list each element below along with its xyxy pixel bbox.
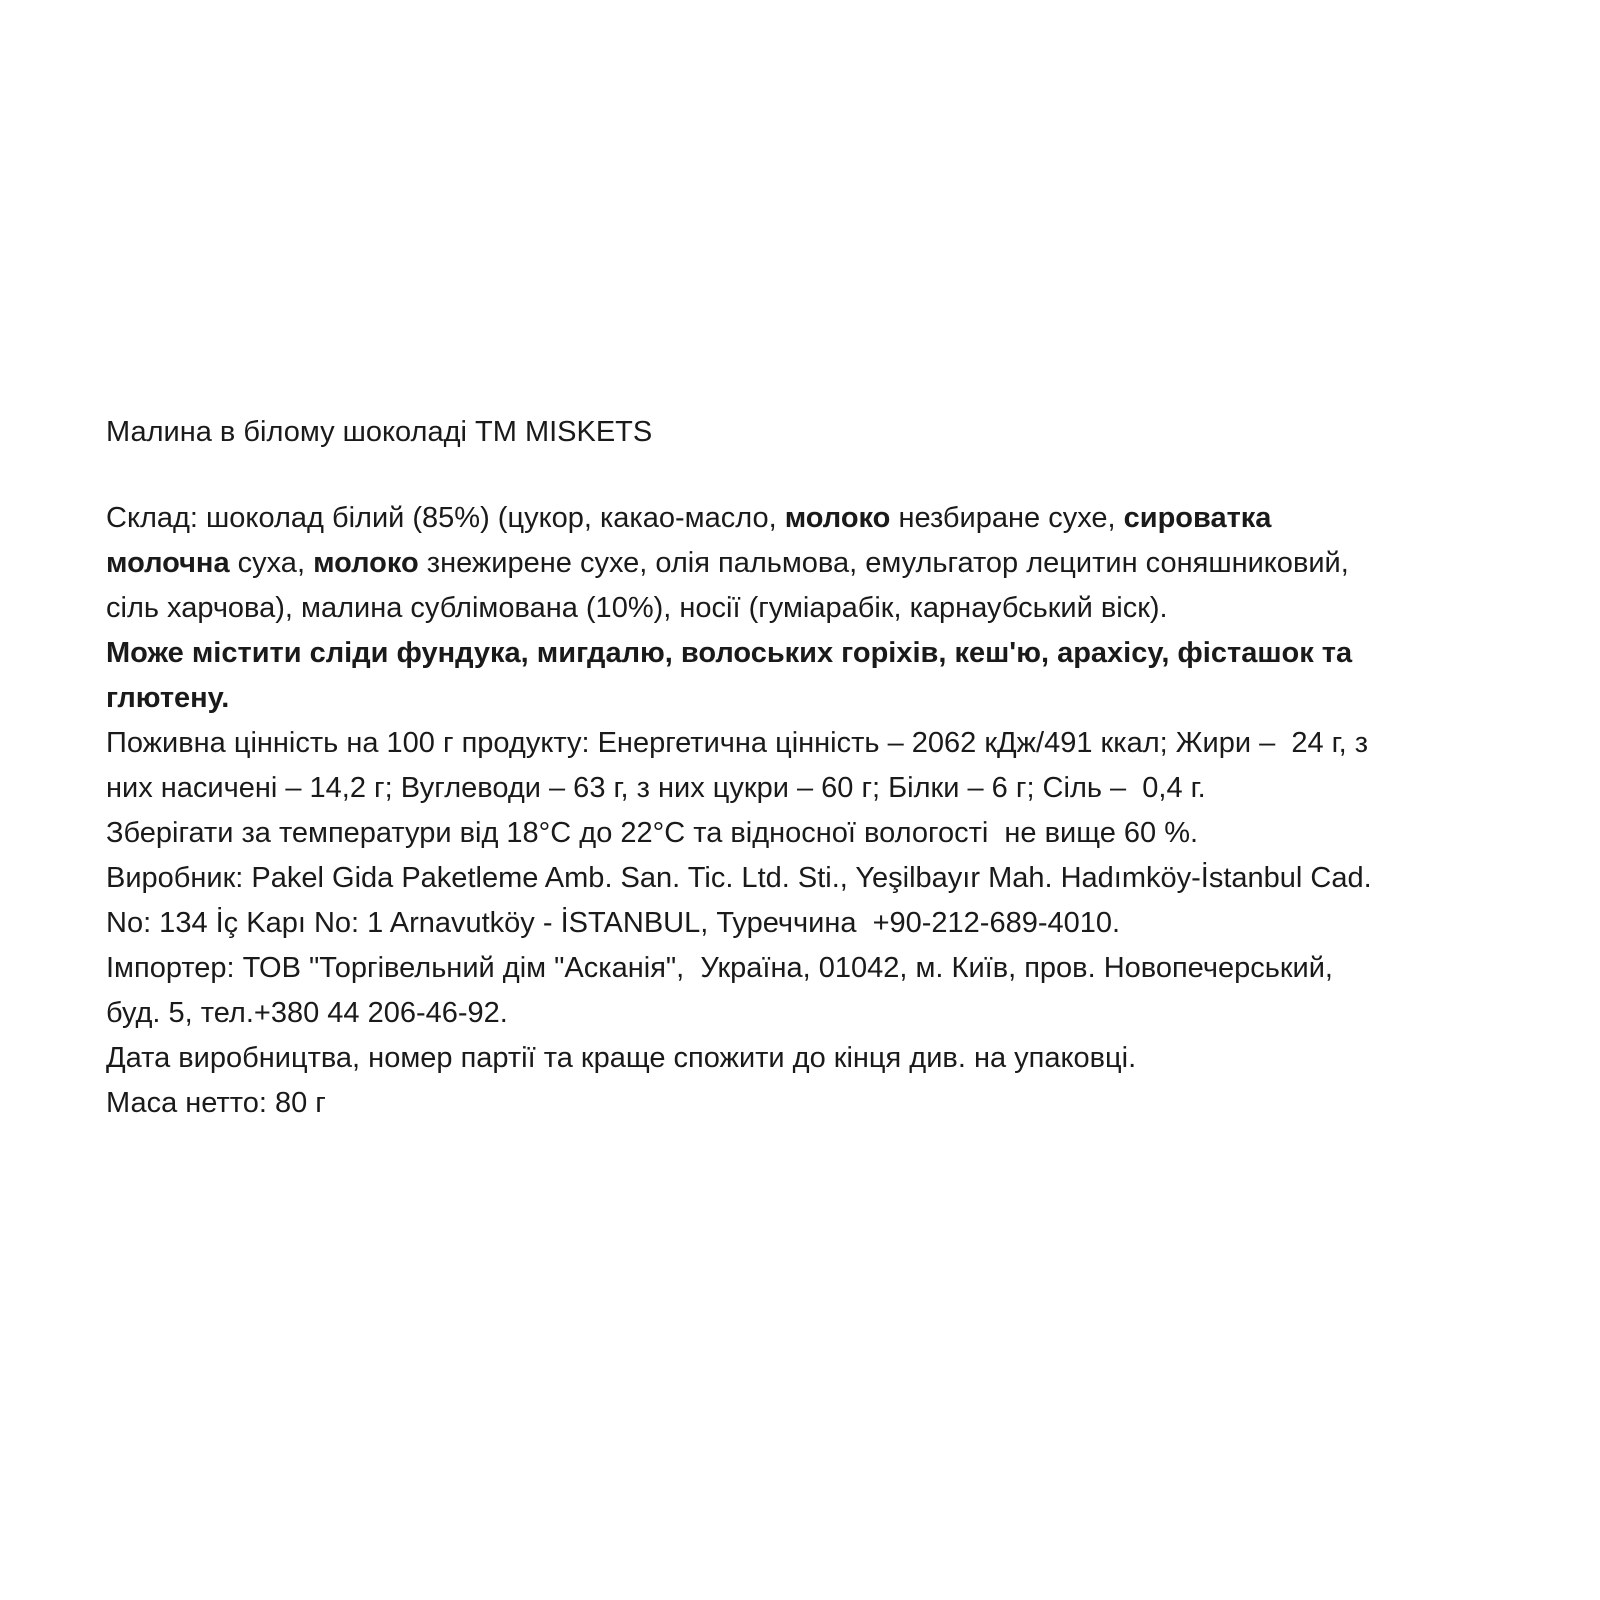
text-run: незбиране сухе, — [890, 502, 1124, 534]
production-date-line — [106, 1036, 1560, 1081]
text-run: Поживна цінність на 100 г продукту: Енергетична цінність – 2062 кДж/491 ккал; Жири – 24 г, з — [106, 727, 1369, 759]
importer-line-1 — [106, 946, 1560, 991]
producer-line-1 — [106, 856, 1560, 901]
text-run: Маса нетто: 80 г — [106, 1087, 326, 1119]
importer-line-2 — [106, 991, 1560, 1036]
text-run: Дата виробництва, номер партії та краще спожити до кінця див. на упаковці. — [106, 1042, 1137, 1074]
text-run: них насичені – 14,2 г; Вуглеводи – 63 г, з них цукри – 60 г; Білки – 6 г; Сіль – 0,4 г. — [106, 772, 1206, 804]
composition-line-3 — [106, 586, 1560, 631]
text-run: No: 134 İç Kapı No: 1 Arnavutköy - İSTANBUL, Туреччина +90-212-689-4010. — [106, 907, 1121, 939]
text-run: суха, — [229, 547, 314, 579]
composition-line-2 — [106, 541, 1560, 586]
bold-text-run: молоко — [313, 547, 419, 579]
text-run: Виробник: Pakel Gida Paketleme Amb. San. Tic. Ltd. Sti., Yeşilbayır Mah. Hadımköy-İstanbul Cad. — [106, 862, 1372, 894]
allergen-warning-line-2 — [106, 676, 1560, 721]
bold-text-run: молоко — [784, 502, 891, 534]
bold-text-run: молочна — [106, 547, 230, 579]
product-label-text — [106, 410, 1560, 1126]
producer-line-2 — [106, 901, 1560, 946]
text-run: Імпортер: ТОВ "Торгівельний дім "Асканія", Україна, 01042, м. Київ, пров. Новопечерський, — [106, 952, 1333, 984]
bold-text-run: Може містити сліди фундука, мигдалю, волоських горіхів, кеш'ю, арахісу, фісташок та — [106, 637, 1353, 669]
blank-line — [106, 455, 1560, 496]
net-weight-line — [106, 1081, 1560, 1126]
bold-text-run: сироватка — [1123, 502, 1272, 534]
nutrition-line-1 — [106, 721, 1560, 766]
text-run: Зберігати за температури від 18°С до 22°С та відносної вологості не вище 60 %. — [106, 817, 1199, 849]
allergen-warning-line-1 — [106, 631, 1560, 676]
text-run: буд. 5, тел.+380 44 206-46-92. — [106, 997, 508, 1029]
text-run: знежирене сухе, олія пальмова, емульгатор лецитин соняшниковий, — [418, 547, 1349, 579]
bold-text-run: глютену. — [106, 682, 230, 714]
nutrition-line-2 — [106, 766, 1560, 811]
product-title — [106, 410, 1560, 455]
text-run: Склад: шоколад білий (85%) (цукор, какао-масло, — [106, 502, 785, 534]
text-run: сіль харчова), малина сублімована (10%), носії (гуміарабік, карнаубський віск). — [106, 592, 1168, 624]
text-run: Малина в білому шоколаді ТМ MISKETS — [106, 416, 653, 448]
storage-line — [106, 811, 1560, 856]
composition-line-1 — [106, 496, 1560, 541]
